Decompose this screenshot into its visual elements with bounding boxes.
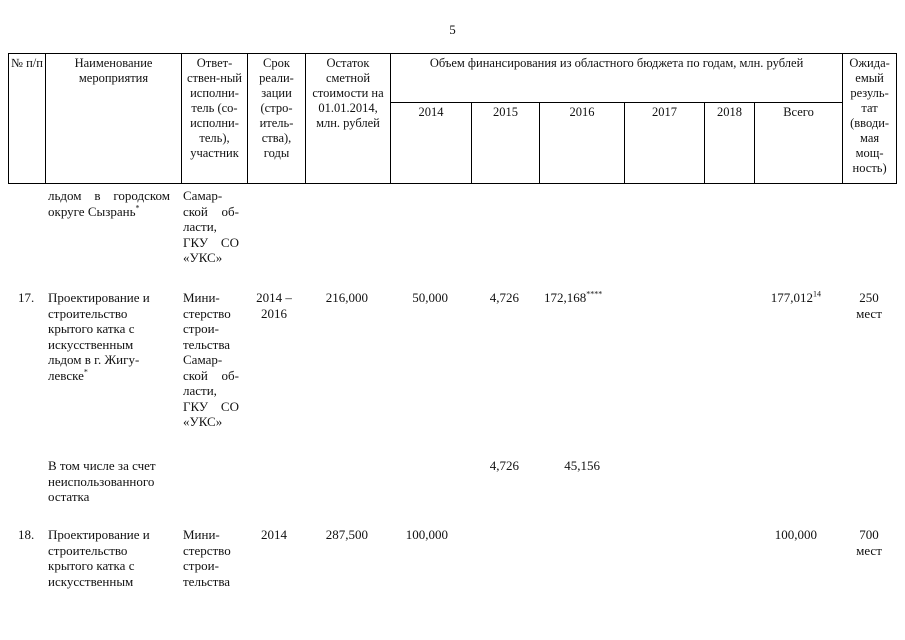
row17-name-line: крытого катка с bbox=[48, 321, 135, 336]
header-year-2017: 2017 bbox=[625, 103, 705, 184]
executor-line: Самар- bbox=[183, 188, 223, 203]
executor-line: Самар- bbox=[183, 352, 223, 367]
continuation-name bbox=[48, 188, 170, 219]
header-num: № п/п bbox=[9, 54, 46, 184]
row17-name-line: Проектирование и bbox=[48, 290, 150, 305]
continuation-name-line-text: округе Сызрань bbox=[48, 203, 136, 219]
header-year-2014: 2014 bbox=[391, 103, 472, 184]
executor-line: строи- bbox=[183, 321, 219, 336]
row18-name-line: строительство bbox=[48, 542, 128, 558]
row17-name-line bbox=[48, 368, 172, 384]
row17-num: 17. bbox=[18, 290, 35, 305]
continuation-name-line bbox=[48, 204, 170, 220]
continuation-name-line: льдом в городском bbox=[48, 188, 170, 203]
footnote-mark: **** bbox=[586, 289, 603, 299]
period-line: 2016 bbox=[261, 305, 287, 321]
table-header bbox=[8, 53, 897, 184]
result-line: 700 bbox=[859, 527, 879, 542]
row17-period bbox=[246, 290, 302, 321]
row18-name bbox=[48, 527, 172, 589]
footnote-mark: 14 bbox=[813, 289, 821, 299]
executor-line: ласти, bbox=[183, 219, 217, 234]
row17-2016 bbox=[544, 290, 602, 306]
executor-line: тельства bbox=[183, 573, 231, 589]
period-line: 2014 – bbox=[256, 290, 292, 305]
row17-2016-value: 172,168 bbox=[544, 290, 587, 305]
executor-line: стерство bbox=[183, 305, 231, 321]
row18-name-line: крытого катка с bbox=[48, 558, 135, 573]
row17-name-line: строительство bbox=[48, 305, 128, 321]
sub-label-line: остатка bbox=[48, 489, 90, 504]
header-year-2018: 2018 bbox=[705, 103, 755, 184]
row18-name-line: Проектирование и bbox=[48, 527, 150, 542]
footnote-mark: * bbox=[135, 203, 140, 213]
header-year-2016: 2016 bbox=[540, 103, 625, 184]
row17-result bbox=[842, 290, 896, 321]
sub-label-line: В том числе за счет bbox=[48, 458, 156, 473]
header-balance: Остаток сметной стоимости на 01.01.2014, млн. рублей bbox=[306, 54, 391, 184]
row17-name bbox=[48, 290, 172, 383]
executor-line: стерство bbox=[183, 542, 231, 558]
row17-2015: 4,726 bbox=[489, 290, 519, 305]
row18-result bbox=[842, 527, 896, 558]
header-funding: Объем финансирования из областного бюджета по годам, млн. рублей bbox=[391, 54, 843, 103]
sub-label-line: неиспользованного bbox=[48, 473, 155, 489]
row17-sub-2016: 45,156 bbox=[564, 458, 600, 473]
row18-executor bbox=[183, 527, 239, 589]
row18-name-line: искусственным bbox=[48, 573, 134, 589]
row18-2014: 100,000 bbox=[405, 527, 448, 542]
page-number: 5 bbox=[449, 22, 456, 37]
executor-line: ГКУ СО bbox=[183, 234, 239, 250]
row17-total-value: 177,012 bbox=[770, 290, 813, 305]
header-period: Срок реали-зации (стро-итель-ства), годы bbox=[248, 54, 306, 184]
row18-balance: 287,500 bbox=[325, 527, 368, 542]
executor-line: ГКУ СО bbox=[183, 398, 239, 414]
result-line: 250 bbox=[859, 290, 879, 305]
header-executor: Ответ-ствен-ный исполни-тель (со-исполни-тель), участник bbox=[182, 54, 248, 184]
row18-total: 100,000 bbox=[774, 527, 817, 542]
executor-line: «УКС» bbox=[183, 250, 223, 265]
executor-line: ской об- bbox=[183, 367, 239, 383]
row17-name-line-text: левске bbox=[48, 367, 84, 383]
executor-line: тельства bbox=[183, 336, 231, 352]
footnote-mark: * bbox=[83, 367, 88, 377]
row17-total bbox=[740, 290, 821, 306]
executor-line: строи- bbox=[183, 558, 219, 573]
executor-line: ласти, bbox=[183, 383, 217, 398]
continuation-executor bbox=[183, 188, 239, 266]
header-total: Всего bbox=[755, 103, 843, 184]
executor-line: Мини- bbox=[183, 290, 220, 305]
header-year-2015: 2015 bbox=[472, 103, 540, 184]
row17-name-line: льдом в г. Жигу- bbox=[48, 352, 140, 367]
row17-sub-2015: 4,726 bbox=[489, 458, 519, 473]
row17-balance: 216,000 bbox=[325, 290, 368, 305]
row18-num: 18. bbox=[18, 527, 35, 542]
row17-executor bbox=[183, 290, 239, 430]
result-line: мест bbox=[856, 305, 882, 321]
row17-name-line: искусственным bbox=[48, 336, 134, 352]
executor-line: Мини- bbox=[183, 527, 220, 542]
result-line: мест bbox=[856, 542, 882, 558]
header-result: Ожида-емый резуль-тат (вводи-мая мощ-ность) bbox=[843, 54, 897, 184]
header-name: Наименование мероприятия bbox=[46, 54, 182, 184]
row18-period: 2014 bbox=[261, 527, 287, 542]
executor-line: «УКС» bbox=[183, 414, 223, 429]
executor-line: ской об- bbox=[183, 203, 239, 219]
row17-2014: 50,000 bbox=[412, 290, 448, 305]
row17-sub-label bbox=[48, 458, 172, 505]
